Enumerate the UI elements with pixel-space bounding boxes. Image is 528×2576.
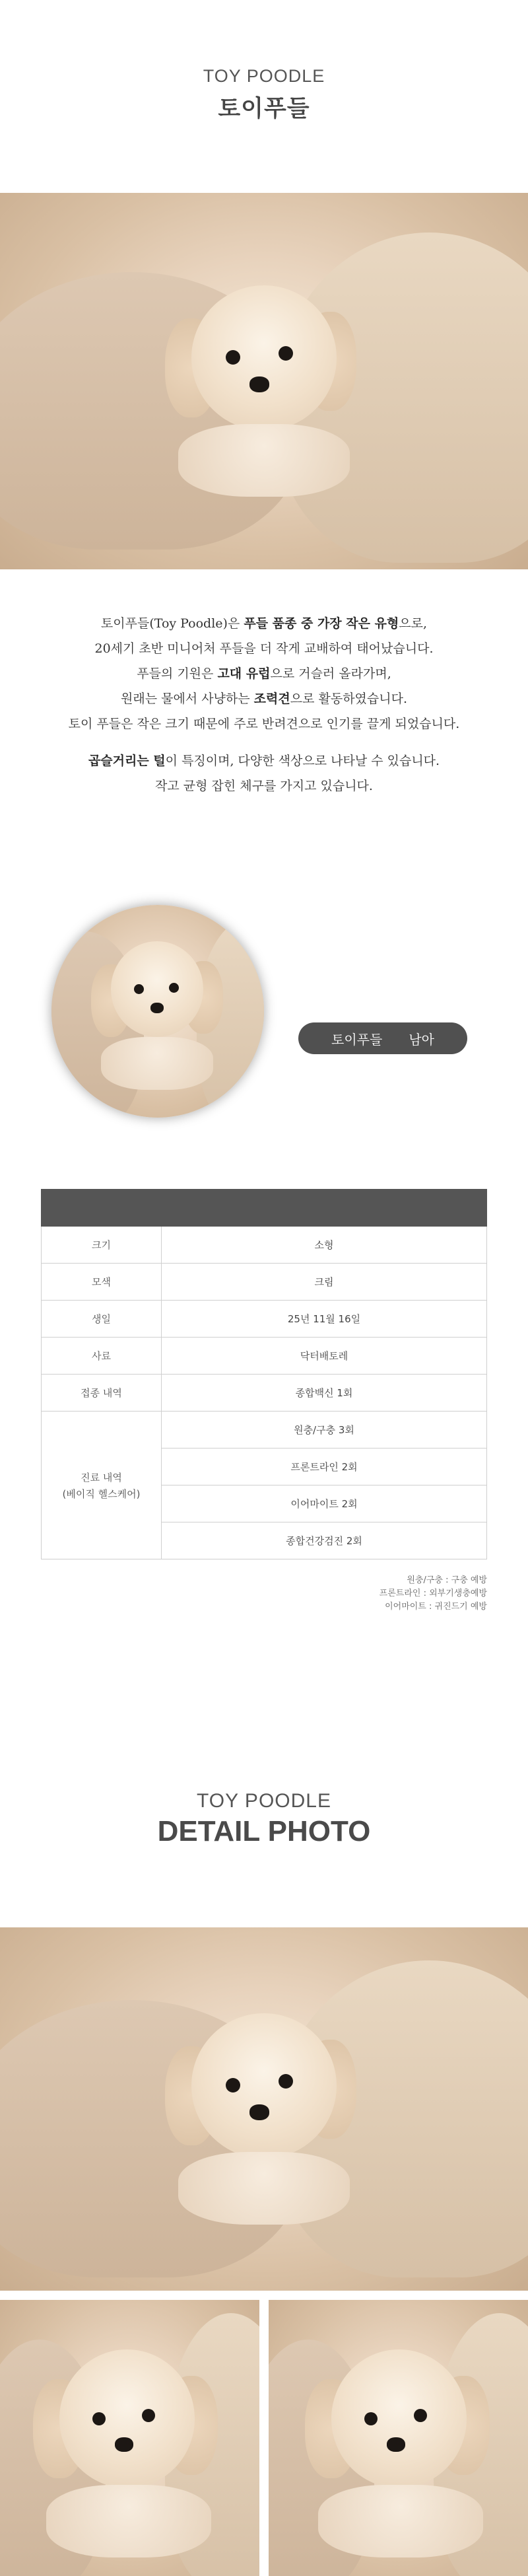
row-label-food: 사료 — [42, 1338, 162, 1375]
text-segment: 으로 활동하였습니다. — [290, 692, 407, 706]
note-line: 원충/구충 : 구충 예방 — [407, 1575, 487, 1585]
detail-photo-left — [0, 2300, 259, 2576]
header-english-title: TOY POODLE — [203, 66, 325, 86]
table-row — [42, 1227, 487, 1264]
gender-label: 남아 — [409, 1031, 434, 1048]
main-puppy-photo — [0, 193, 528, 569]
care-value: 종합건강검진 2회 — [162, 1522, 487, 1559]
text-segment: 원래는 물에서 사냥하는 — [121, 692, 254, 706]
table-header-row — [42, 1190, 487, 1227]
highlighted-text: 고대 유럽 — [217, 666, 271, 681]
table-header-cell — [42, 1190, 162, 1227]
row-value-birthday: 25년 11월 16일 — [162, 1301, 487, 1338]
care-notes — [380, 1574, 487, 1614]
detail-english-title: TOY POODLE — [197, 1790, 331, 1812]
text-segment: 20세기 초반 미니어처 푸들을 더 작게 교배하여 태어났습니다. — [94, 641, 434, 656]
description-line — [0, 711, 528, 736]
highlighted-text: 조력견 — [253, 692, 290, 706]
puppy-info-table — [41, 1189, 487, 1559]
description-line — [0, 773, 528, 799]
text-segment: 이 특징이며, 다양한 색상으로 나타날 수 있습니다. — [165, 754, 440, 768]
row-label-vaccination: 접종 내역 — [42, 1375, 162, 1412]
care-value: 원충/구충 3회 — [162, 1412, 487, 1449]
note-line: 프론트라인 : 외부기생충예방 — [379, 1589, 487, 1598]
text-segment: 으로, — [399, 616, 428, 631]
name-badge — [298, 1022, 467, 1054]
description-line — [0, 636, 528, 661]
detail-title: DETAIL PHOTO — [157, 1815, 371, 1847]
highlighted-text: 곱슬거리는 털 — [88, 754, 166, 768]
text-segment: 으로 거슬러 올라가며, — [270, 666, 391, 681]
detail-photo-right — [269, 2300, 528, 2576]
row-label-color: 모색 — [42, 1264, 162, 1301]
text-segment: 푸들의 기원은 — [137, 666, 218, 681]
table-row — [42, 1338, 487, 1375]
row-value-size: 소형 — [162, 1227, 487, 1264]
description-line — [0, 748, 528, 773]
text-segment: 작고 균형 잡힌 체구를 가지고 있습니다. — [155, 779, 373, 793]
care-value: 이어마이트 2회 — [162, 1485, 487, 1522]
table-row — [42, 1412, 487, 1449]
row-value-color: 크림 — [162, 1264, 487, 1301]
breed-label: 토이푸들 — [331, 1031, 383, 1048]
profile-photo-circle — [51, 905, 264, 1118]
table-row — [42, 1264, 487, 1301]
row-label-size: 크기 — [42, 1227, 162, 1264]
table-row — [42, 1375, 487, 1412]
description-line — [0, 686, 528, 711]
breed-description — [0, 611, 528, 799]
table-row — [42, 1301, 487, 1338]
header-korean-title: 토이푸들 — [218, 96, 310, 122]
text-segment: 토이푸들(Toy Poodle)은 — [100, 616, 244, 631]
page-header — [0, 66, 528, 124]
detail-photo-header — [0, 1790, 528, 1848]
text-segment: 토이 푸들은 작은 크기 때문에 주로 반려견으로 인기를 끌게 되었습니다. — [68, 717, 460, 731]
highlighted-text: 푸들 품종 중 가장 작은 유형 — [244, 616, 399, 631]
care-value: 프론트라인 2회 — [162, 1449, 487, 1485]
note-line: 이어마이트 : 귀진드기 예방 — [385, 1602, 487, 1612]
row-label-care-history — [42, 1412, 162, 1559]
paragraph-gap — [0, 736, 528, 748]
description-line — [0, 661, 528, 686]
row-label-birthday: 생일 — [42, 1301, 162, 1338]
row-value-food: 닥터배토레 — [162, 1338, 487, 1375]
table-header-cell — [162, 1190, 487, 1227]
description-line — [0, 611, 528, 636]
detail-photo-large — [0, 1927, 528, 2291]
row-value-vaccination: 종합백신 1회 — [162, 1375, 487, 1412]
care-label-line1: 진료 내역 — [81, 1471, 122, 1484]
care-label-line2: (베이직 헬스케어) — [62, 1487, 141, 1500]
